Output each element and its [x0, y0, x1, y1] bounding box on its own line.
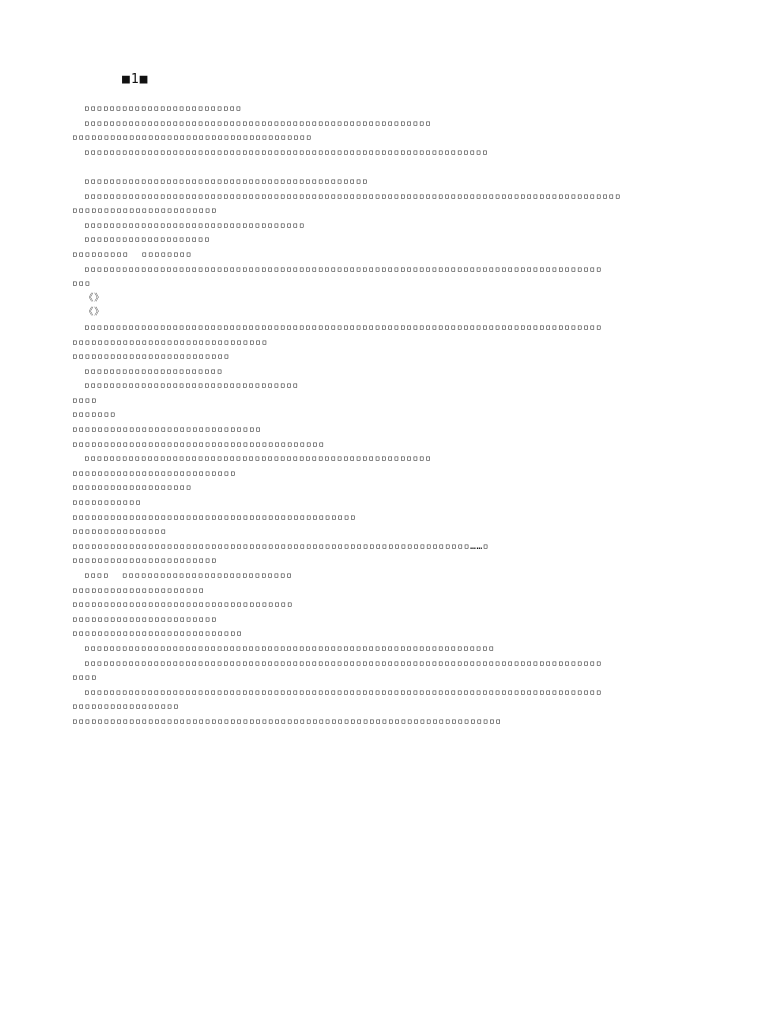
- text-line: ▫▫▫: [72, 278, 91, 290]
- text-line: ▫▫▫▫▫▫▫▫▫▫▫▫▫▫▫▫▫▫▫▫▫▫▫▫▫▫▫▫▫▫▫▫▫▫▫▫▫▫▫▫▫▫▫▫▫▫▫▫▫▫▫▫▫▫▫▫▫▫▫▫▫▫▫▫▫▫▫▫▫▫▫▫▫▫▫▫▫▫▫▫▫▫: [84, 657, 603, 669]
- text-line: ▫▫▫▫▫▫▫▫▫▫▫▫▫▫▫▫▫▫▫▫▫▫▫▫▫▫▫▫▫▫▫▫▫▫▫▫▫▫▫▫▫▫▫▫▫▫▫▫▫▫▫▫▫▫▫: [84, 117, 432, 129]
- text-line: ▫▫▫▫▫▫▫▫▫▫▫▫▫▫▫▫▫▫▫▫▫▫▫▫▫▫▫▫▫▫▫▫▫▫▫▫▫▫: [72, 132, 313, 144]
- text-line: ▫▫▫▫▫▫▫▫▫▫▫▫▫▫▫▫▫: [72, 701, 180, 713]
- page-heading: ■1■: [122, 72, 149, 87]
- text-line: ▫▫▫▫▫▫▫▫▫▫▫▫▫▫▫▫▫▫▫▫▫▫▫: [72, 205, 218, 217]
- text-line: ▫▫▫▫▫▫▫▫▫▫▫▫▫▫▫▫▫▫▫▫▫▫▫▫▫▫▫▫▫▫▫▫▫▫▫▫▫▫▫▫▫▫▫▫▫▫▫▫▫▫▫▫▫▫▫▫▫▫▫▫▫▫▫……▫: [72, 540, 490, 552]
- text-line: ▫▫▫▫▫▫▫▫▫▫▫▫▫▫▫▫▫▫▫▫▫▫▫▫▫▫▫▫▫▫▫▫▫▫▫▫▫▫▫▫▫▫▫▫▫▫▫▫▫▫▫▫▫▫▫▫▫▫▫▫▫▫▫▫▫▫▫▫: [72, 715, 502, 727]
- text-line: ▫▫▫▫▫▫▫▫▫▫▫▫▫▫▫▫▫▫▫▫▫▫▫: [72, 555, 218, 567]
- text-line: ▫▫▫▫▫▫▫▫▫▫▫▫▫▫▫▫▫▫▫▫▫▫▫▫▫▫▫▫▫▫▫: [72, 336, 268, 348]
- text-line: ▫▫▫▫▫▫▫▫▫▫▫▫▫▫▫▫▫▫▫▫▫▫▫▫▫▫▫▫▫▫▫▫▫▫▫▫▫▫▫▫▫▫▫▫▫▫▫▫▫▫▫▫▫▫▫▫▫▫▫▫▫▫▫▫▫▫▫▫▫▫▫▫▫▫▫▫▫▫▫▫▫▫: [84, 686, 603, 698]
- text-line: ▫▫▫▫▫▫▫▫▫▫▫▫▫▫▫▫▫▫▫▫▫▫▫▫▫▫▫▫▫▫▫▫▫▫▫▫▫▫▫▫▫▫▫▫▫▫▫▫▫▫▫▫▫▫▫▫▫▫▫▫▫▫▫▫: [84, 146, 489, 158]
- text-line: ▫▫▫▫▫▫▫▫▫▫▫▫▫▫▫▫▫▫▫▫: [84, 234, 211, 246]
- document-body: [72, 102, 712, 730]
- text-line: 《》: [84, 307, 105, 319]
- text-line: ▫▫▫▫▫▫▫▫▫▫▫▫▫▫▫▫▫▫▫▫▫▫▫▫▫▫▫▫▫▫▫▫▫▫▫▫▫▫▫▫▫▫▫▫▫▫▫▫▫▫▫▫▫▫▫▫▫▫▫▫▫▫▫▫▫: [84, 642, 495, 654]
- text-line: ▫▫▫▫▫▫▫▫▫▫▫▫▫▫▫▫▫▫▫▫▫▫▫▫▫▫▫▫▫▫▫▫▫▫▫▫▫▫▫▫▫▫▫▫▫▫▫▫▫▫▫▫▫▫▫▫▫▫▫▫▫▫▫▫▫▫▫▫▫▫▫▫▫▫▫▫▫▫▫▫▫▫: [84, 321, 603, 333]
- text-line: ▫▫▫▫▫▫▫▫▫▫▫▫▫▫▫▫▫▫▫▫▫▫▫▫▫▫▫▫▫▫▫▫▫▫▫: [72, 599, 294, 611]
- text-line: ▫▫▫▫▫▫▫▫▫▫▫▫▫▫▫▫▫▫▫▫▫▫▫▫▫▫▫▫▫▫: [72, 424, 262, 436]
- text-line: ▫▫▫▫▫▫▫▫▫▫▫▫▫▫▫▫▫▫▫▫▫▫▫▫▫▫▫▫▫▫▫▫▫▫▫▫▫▫▫▫▫▫▫▫▫▫▫▫▫▫▫▫▫▫▫▫▫▫▫▫▫▫▫▫▫▫▫▫▫▫▫▫▫▫▫▫▫▫▫▫▫▫▫▫▫: [84, 190, 622, 202]
- text-line: ▫▫▫▫▫▫▫▫▫▫▫▫▫▫▫▫▫▫▫▫▫▫▫▫▫▫▫▫▫▫▫▫▫▫▫▫▫▫▫▫▫▫▫▫▫▫▫▫▫▫▫▫▫▫▫: [84, 453, 432, 465]
- text-line: ▫▫▫▫▫▫▫▫▫▫▫▫▫▫▫▫▫▫▫: [72, 482, 193, 494]
- text-line: ▫▫▫▫▫▫▫▫▫▫▫▫▫▫▫▫▫▫▫▫▫▫: [84, 365, 224, 377]
- text-line: ▫▫▫▫▫▫▫▫▫▫▫▫▫▫▫▫▫▫▫▫▫▫▫▫▫▫▫▫▫▫▫▫▫▫▫▫▫▫▫▫: [72, 438, 325, 450]
- text-line: ▫▫▫▫▫▫▫▫▫▫▫▫▫▫▫▫▫▫▫▫▫▫▫▫▫▫▫▫▫▫▫▫▫▫▫: [84, 219, 306, 231]
- text-line: ▫▫▫▫▫▫▫▫▫▫▫▫▫▫▫: [72, 526, 167, 538]
- text-line: ▫▫▫▫▫▫▫▫▫▫▫▫▫▫▫▫▫▫▫▫▫▫▫▫▫▫▫▫▫▫▫▫▫▫▫▫▫▫▫▫▫▫▫▫▫: [84, 175, 369, 187]
- text-line: [72, 160, 712, 175]
- text-line: ▫▫▫▫▫▫▫▫▫▫▫▫▫▫▫▫▫▫▫▫▫▫▫▫▫: [72, 351, 230, 363]
- text-line: ▫▫▫▫: [72, 672, 98, 684]
- text-line: 《》: [84, 292, 105, 304]
- text-line: ▫▫▫▫▫▫▫▫▫▫▫▫▫▫▫▫▫▫▫▫▫▫▫▫▫▫: [72, 467, 237, 479]
- text-line: ▫▫▫▫▫▫▫▫▫▫▫: [72, 497, 142, 509]
- text-line: ▫▫▫▫ ▫▫▫▫▫▫▫▫▫▫▫▫▫▫▫▫▫▫▫▫▫▫▫▫▫▫▫: [84, 570, 293, 581]
- text-line: ▫▫▫▫▫▫▫▫▫▫▫▫▫▫▫▫▫▫▫▫▫▫▫▫▫: [84, 103, 242, 114]
- text-line: ▫▫▫▫: [72, 394, 98, 406]
- text-line: ▫▫▫▫▫▫▫▫▫▫▫▫▫▫▫▫▫▫▫▫▫▫▫▫▫▫▫▫▫▫▫▫▫▫▫▫▫▫▫▫▫▫▫▫▫: [72, 511, 357, 523]
- text-line: ▫▫▫▫▫▫▫▫▫▫▫▫▫▫▫▫▫▫▫▫▫▫▫▫▫▫▫▫▫▫▫▫▫▫: [84, 380, 299, 392]
- text-line: ▫▫▫▫▫▫▫: [72, 409, 117, 421]
- text-line: ▫▫▫▫▫▫▫▫▫▫▫▫▫▫▫▫▫▫▫▫▫: [72, 584, 205, 596]
- text-line: ▫▫▫▫▫▫▫▫▫ ▫▫▫▫▫▫▫▫: [72, 248, 193, 260]
- text-line: ▫▫▫▫▫▫▫▫▫▫▫▫▫▫▫▫▫▫▫▫▫▫▫: [72, 613, 218, 625]
- text-line: ▫▫▫▫▫▫▫▫▫▫▫▫▫▫▫▫▫▫▫▫▫▫▫▫▫▫▫: [72, 628, 243, 640]
- text-line: ▫▫▫▫▫▫▫▫▫▫▫▫▫▫▫▫▫▫▫▫▫▫▫▫▫▫▫▫▫▫▫▫▫▫▫▫▫▫▫▫▫▫▫▫▫▫▫▫▫▫▫▫▫▫▫▫▫▫▫▫▫▫▫▫▫▫▫▫▫▫▫▫▫▫▫▫▫▫▫▫▫▫: [84, 263, 603, 275]
